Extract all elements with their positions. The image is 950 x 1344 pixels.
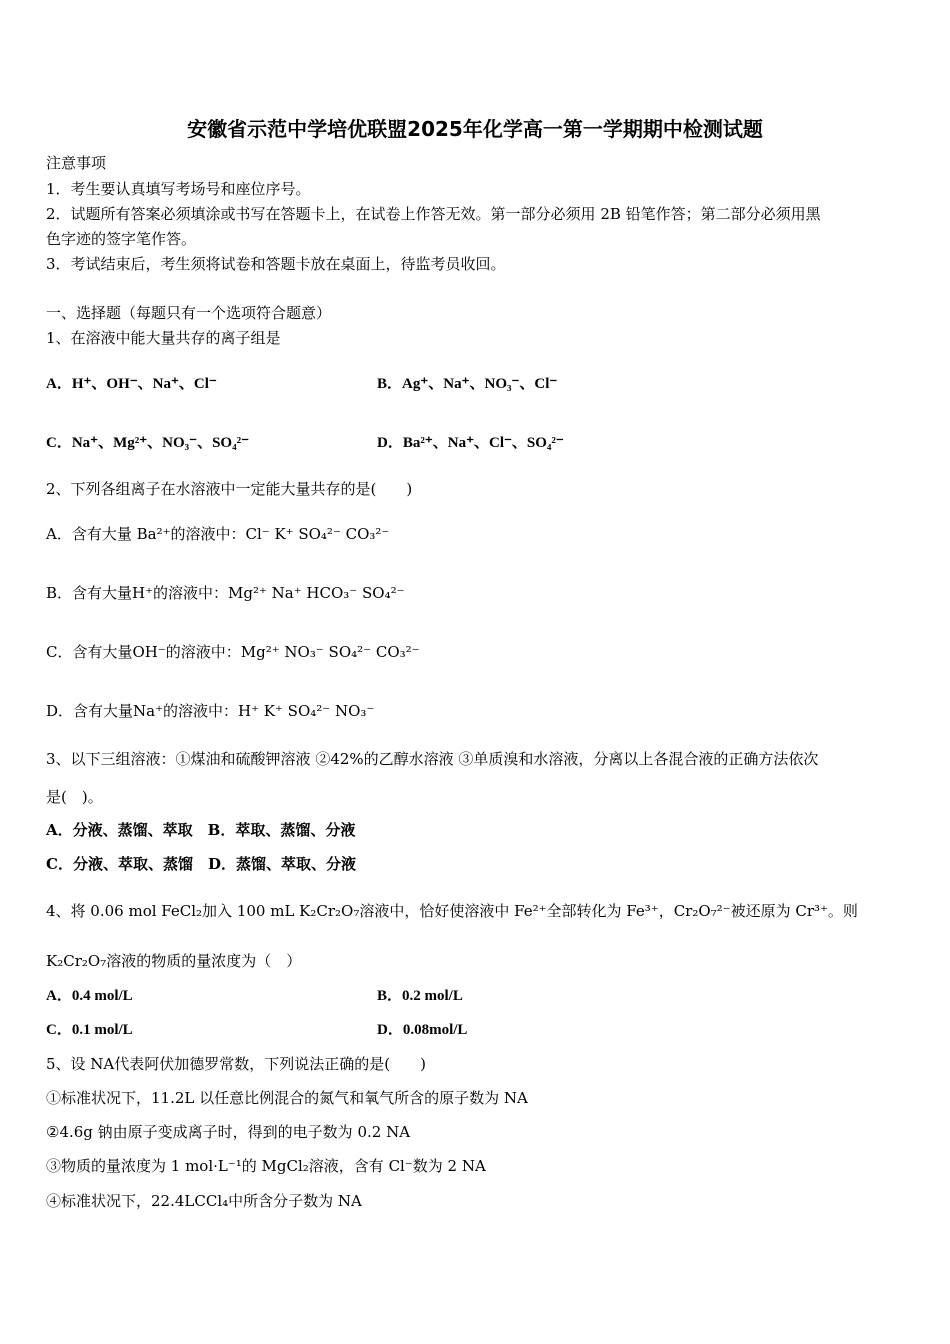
q5-statement-1: ①标准状况下，11.2L 以任意比例混合的氮气和氧气所含的原子数为 NA: [46, 1089, 528, 1107]
q3-options-cd: C．分液、萃取、蒸馏 D．蒸馏、萃取、分液: [46, 855, 356, 873]
q3-stem-cont: 是( )。: [46, 788, 103, 806]
q5-statement-4: ④标准状况下，22.4LCCl₄中所含分子数为 NA: [46, 1192, 362, 1210]
page-title: 安徽省示范中学培优联盟2025年化学高一第一学期期中检测试题: [187, 117, 763, 141]
q4-option-c: C．0.1 mol/L: [46, 1022, 133, 1038]
notice-heading: 注意事项: [46, 154, 107, 172]
q2-option-a: A．含有大量 Ba²⁺的溶液中：Cl⁻ K⁺ SO₄²⁻ CO₃²⁻: [46, 525, 390, 543]
section-heading: 一、选择题（每题只有一个选项符合题意）: [46, 304, 332, 322]
q2-option-c: C．含有大量OH⁻的溶液中：Mg²⁺ NO₃⁻ SO₄²⁻ CO₃²⁻: [46, 643, 420, 661]
q1-option-b: B．Ag⁺、Na⁺、NO₃⁻、Cl⁻: [377, 376, 558, 392]
notice-item-2: 2．试题所有答案必须填涂或书写在答题卡上，在试卷上作答无效。第一部分必须用 2B 铅笔作答；第二部分必须用黑: [46, 205, 821, 223]
q5-statement-2: ②4.6g 钠由原子变成离子时，得到的电子数为 0.2 NA: [46, 1123, 411, 1141]
q1-option-d: D．Ba²⁺、Na⁺、Cl⁻、SO₄²⁻: [377, 435, 564, 451]
q4-option-b: B．0.2 mol/L: [377, 988, 463, 1004]
q3-stem: 3、以下三组溶液：①煤油和硫酸钾溶液 ②42%的乙醇水溶液 ③单质溴和水溶液，分离以上各混合液的正确方法依次: [46, 750, 819, 768]
q1-option-a: A．H⁺、OH⁻、Na⁺、Cl⁻: [46, 376, 217, 392]
q1-option-c: C．Na⁺、Mg²⁺、NO₃⁻、SO₄²⁻: [46, 435, 249, 451]
q1-stem: 1、在溶液中能大量共存的离子组是: [46, 329, 281, 347]
q2-option-b: B．含有大量H⁺的溶液中：Mg²⁺ Na⁺ HCO₃⁻ SO₄²⁻: [46, 584, 405, 602]
q4-option-d: D．0.08mol/L: [377, 1022, 468, 1038]
notice-item-3: 3．考试结束后，考生须将试卷和答题卡放在桌面上，待监考员收回。: [46, 255, 506, 273]
q2-stem: 2、下列各组离子在水溶液中一定能大量共存的是( ): [46, 480, 413, 498]
q5-stem: 5、设 NA代表阿伏加德罗常数，下列说法正确的是( ): [46, 1055, 426, 1073]
q4-stem-cont: K₂Cr₂O₇溶液的物质的量浓度为（ ）: [46, 952, 302, 970]
notice-item-1: 1．考生要认真填写考场号和座位序号。: [46, 180, 311, 198]
q4-stem: 4、将 0.06 mol FeCl₂加入 100 mL K₂Cr₂O₇溶液中，恰好使溶液中 Fe²⁺全部转化为 Fe³⁺，Cr₂O₇²⁻被还原为 Cr³⁺。则: [46, 902, 858, 920]
notice-item-2-cont: 色字迹的签字笔作答。: [46, 230, 197, 248]
q2-option-d: D．含有大量Na⁺的溶液中：H⁺ K⁺ SO₄²⁻ NO₃⁻: [46, 702, 375, 720]
q3-options-ab: A．分液、蒸馏、萃取 B．萃取、蒸馏、分液: [46, 821, 356, 839]
q4-option-a: A．0.4 mol/L: [46, 988, 133, 1004]
q5-statement-3: ③物质的量浓度为 1 mol·L⁻¹的 MgCl₂溶液，含有 Cl⁻数为 2 NA: [46, 1157, 486, 1175]
